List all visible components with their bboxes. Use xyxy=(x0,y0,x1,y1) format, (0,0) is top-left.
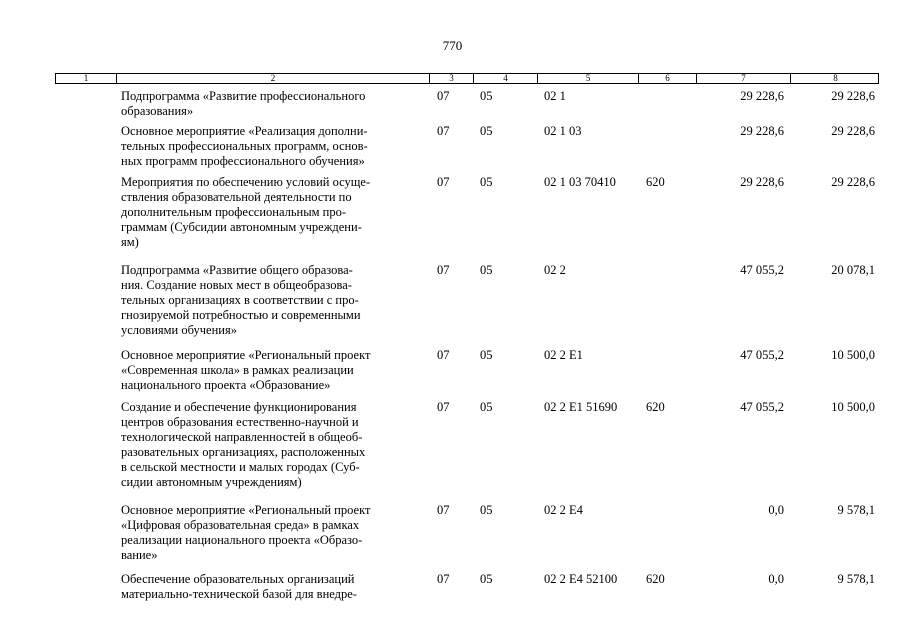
row-description xyxy=(121,348,426,393)
row-description xyxy=(121,263,426,338)
description-line: «Цифровая образовательная среда» в рамках xyxy=(121,518,360,532)
row-cell-c3: 07 xyxy=(437,175,450,189)
description-line: вание» xyxy=(121,548,158,562)
description-line: Обеспечение образовательных организаций xyxy=(121,572,355,586)
row-cell-c8: 10 500,0 xyxy=(831,348,875,362)
description-line: Создание и обеспечение функционирования xyxy=(121,400,357,414)
description-line: условиями обучения» xyxy=(121,323,237,337)
row-cell-c4: 05 xyxy=(480,263,493,277)
row-cell-c4: 05 xyxy=(480,175,493,189)
description-line: реализации национального проекта «Образо- xyxy=(121,533,363,547)
description-line: материально-технической базой для внедре- xyxy=(121,587,357,601)
row-cell-c4: 05 xyxy=(480,89,493,103)
description-line: Подпрограмма «Развитие профессионального xyxy=(121,89,366,103)
description-line: образования» xyxy=(121,104,194,118)
row-description xyxy=(121,503,426,563)
row-cell-c3: 07 xyxy=(437,572,450,586)
description-line: национального проекта «Образование» xyxy=(121,378,331,392)
description-line: центров образования естественно-научной и xyxy=(121,415,359,429)
page-number: 770 xyxy=(442,38,463,53)
description-line: разовательных организациях, расположенных xyxy=(121,445,366,459)
description-line: Подпрограмма «Развитие общего образова- xyxy=(121,263,353,277)
row-description xyxy=(121,572,426,602)
row-cell-c4: 05 xyxy=(480,572,493,586)
row-cell-c5: 02 1 03 70410 xyxy=(544,175,616,189)
description-line: Основное мероприятие «Региональный проект xyxy=(121,348,371,362)
row-cell-c8: 29 228,6 xyxy=(831,89,875,103)
row-cell-c6: 620 xyxy=(646,175,665,189)
description-line: технологической направленностей в общеоб- xyxy=(121,430,363,444)
row-cell-c7: 47 055,2 xyxy=(740,400,784,414)
row-cell-c6: 620 xyxy=(646,400,665,414)
row-cell-c5: 02 2 E4 xyxy=(544,503,583,517)
row-cell-c7: 29 228,6 xyxy=(740,175,784,189)
description-line: гнозируемой потребностью и современными xyxy=(121,308,361,322)
table-header-row xyxy=(55,73,879,84)
description-line: дополнительным профессиональным про- xyxy=(121,205,347,219)
row-cell-c3: 07 xyxy=(437,263,450,277)
description-line: в сельской местности и малых городах (Суб- xyxy=(121,460,360,474)
row-description xyxy=(121,89,426,119)
row-cell-c5: 02 2 xyxy=(544,263,566,277)
row-cell-c4: 05 xyxy=(480,348,493,362)
description-line: Основное мероприятие «Реализация дополни- xyxy=(121,124,368,138)
description-line: граммам (Субсидии автономным учреждени- xyxy=(121,220,362,234)
header-col-5: 5 xyxy=(538,74,639,83)
description-line: Мероприятия по обеспечению условий осуще- xyxy=(121,175,371,189)
row-cell-c8: 20 078,1 xyxy=(831,263,875,277)
header-col-2: 2 xyxy=(117,74,430,83)
row-description xyxy=(121,124,426,169)
header-col-3: 3 xyxy=(430,74,474,83)
row-cell-c5: 02 2 E1 51690 xyxy=(544,400,618,414)
row-cell-c5: 02 2 E1 xyxy=(544,348,583,362)
row-cell-c3: 07 xyxy=(437,348,450,362)
description-line: «Современная школа» в рамках реализации xyxy=(121,363,354,377)
description-line: тельных организациях в соответствии с про- xyxy=(121,293,359,307)
description-line: ствления образовательной деятельности по xyxy=(121,190,352,204)
row-cell-c3: 07 xyxy=(437,400,450,414)
row-cell-c5: 02 2 E4 52100 xyxy=(544,572,618,586)
row-cell-c8: 9 578,1 xyxy=(837,572,875,586)
row-cell-c5: 02 1 03 xyxy=(544,124,582,138)
row-cell-c8: 29 228,6 xyxy=(831,124,875,138)
description-line: тельных профессиональных программ, основ- xyxy=(121,139,368,153)
header-col-7: 7 xyxy=(697,74,791,83)
row-cell-c7: 47 055,2 xyxy=(740,263,784,277)
row-cell-c7: 0,0 xyxy=(768,503,784,517)
row-description xyxy=(121,400,426,490)
row-cell-c8: 9 578,1 xyxy=(837,503,875,517)
description-line: ям) xyxy=(121,235,139,249)
header-col-8: 8 xyxy=(833,73,838,83)
row-cell-c7: 29 228,6 xyxy=(740,124,784,138)
header-col-1: 1 xyxy=(56,74,117,83)
description-line: ных программ профессионального обучения» xyxy=(121,154,365,168)
description-line: ния. Создание новых мест в общеобразова- xyxy=(121,278,352,292)
description-line: Основное мероприятие «Региональный проект xyxy=(121,503,371,517)
row-cell-c8: 10 500,0 xyxy=(831,400,875,414)
row-cell-c3: 07 xyxy=(437,89,450,103)
row-cell-c5: 02 1 xyxy=(544,89,566,103)
row-cell-c7: 47 055,2 xyxy=(740,348,784,362)
row-description xyxy=(121,175,426,250)
header-col-6: 6 xyxy=(639,74,697,83)
row-cell-c4: 05 xyxy=(480,400,493,414)
row-cell-c7: 0,0 xyxy=(768,572,784,586)
description-line: сидии автономным учреждениям) xyxy=(121,475,302,489)
row-cell-c6: 620 xyxy=(646,572,665,586)
row-cell-c8: 29 228,6 xyxy=(831,175,875,189)
row-cell-c3: 07 xyxy=(437,503,450,517)
header-col-4: 4 xyxy=(474,74,538,83)
row-cell-c3: 07 xyxy=(437,124,450,138)
row-cell-c4: 05 xyxy=(480,124,493,138)
row-cell-c4: 05 xyxy=(480,503,493,517)
row-cell-c7: 29 228,6 xyxy=(740,89,784,103)
